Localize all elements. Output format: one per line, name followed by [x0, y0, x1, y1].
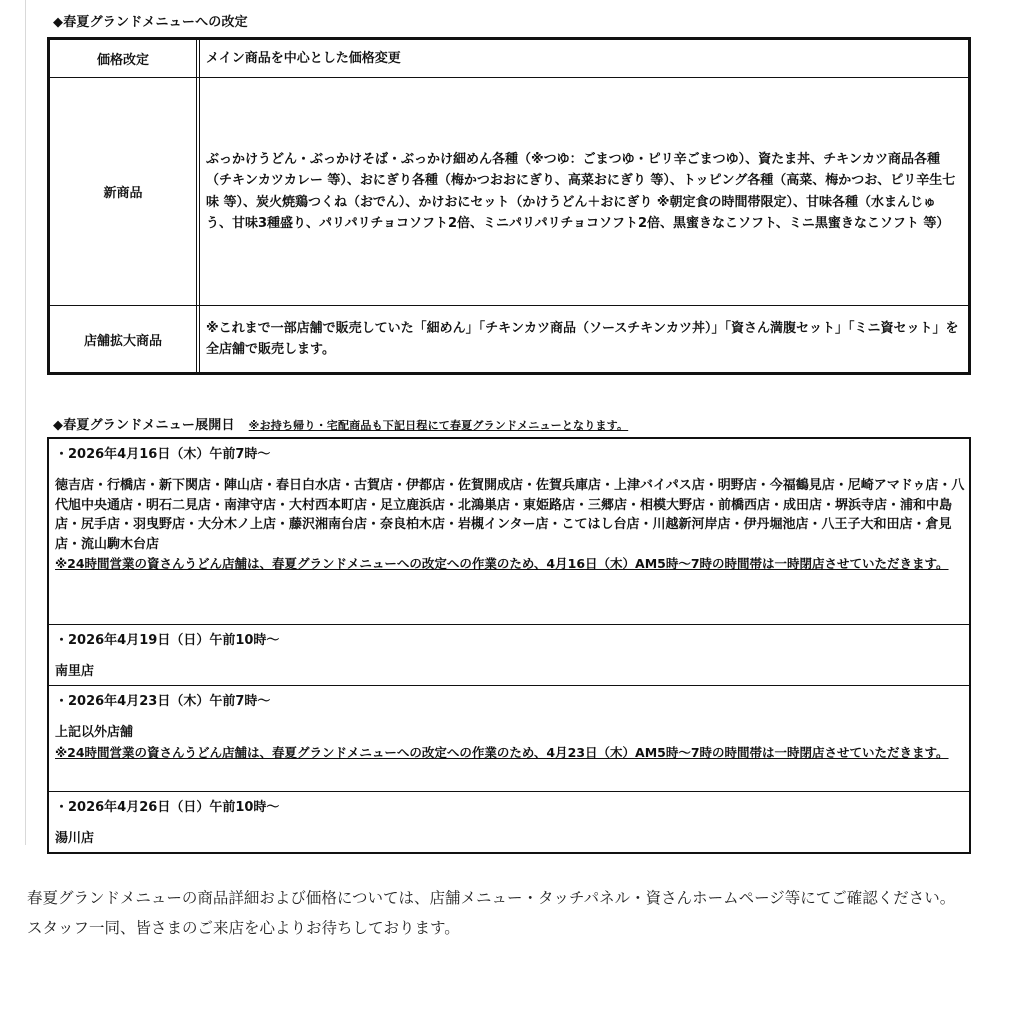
- launch-date: ・2026年4月19日（日）午前10時～: [55, 633, 280, 648]
- table-row: [50, 77, 968, 305]
- table-row: [50, 305, 968, 372]
- store-list: 上記以外店舗: [55, 725, 134, 740]
- table-row: [50, 40, 968, 77]
- closure-warning: ※24時間営業の資さんうどん店舗は、春夏グランドメニューへの改定への作業のため、4月16日（木）AM5時～7時の時間帯は一時閉店させていただきます。: [55, 556, 949, 571]
- launch-block: [49, 624, 969, 685]
- section2-title: ◆春夏グランドメニュー展開日: [53, 418, 235, 433]
- row-value: メイン商品を中心とした価格変更: [206, 50, 401, 66]
- section1-heading: ◆春夏グランドメニューへの改定: [53, 15, 248, 30]
- footer-text: [27, 883, 1002, 943]
- row-label: 新商品: [50, 78, 200, 305]
- launch-date: ・2026年4月23日（木）午前7時～: [55, 694, 271, 709]
- launch-block: [49, 685, 969, 791]
- left-divider: [25, 0, 26, 845]
- store-list: 南里店: [55, 664, 95, 679]
- store-list: 湯川店: [55, 831, 95, 846]
- row-label: 価格改定: [50, 40, 200, 77]
- launch-block: [49, 439, 969, 624]
- section2-heading: [53, 414, 628, 433]
- takeout-note: ※お持ち帰り・宅配商品も下記日程にて春夏グランドメニューとなります。: [248, 419, 629, 432]
- row-value: ぶっかけうどん・ぶっかけそば・ぶっかけ細めん各種（※つゆ：ごまつゆ・ピリ辛ごまつゆ）、資たま丼、チキンカツ商品各種（チキンカツカレー 等）、おにぎり各種（梅かつおおにぎり、高菜おにぎり 等）、トッピング各種（高菜、梅かつお、ピリ辛生七味 等）、炭火焼鶏つくね（おでん）、かけおにセット（かけうどん＋おにぎり ※朝定食の時間帯限定）、甘味各種（水まんじゅう、甘味3種盛り、パリパリチョコソフト2倍、ミニパリパリチョコソフト2倍、黒蜜きなこソフト、ミニ黒蜜きなこソフト 等）: [206, 151, 956, 231]
- footer-line: 春夏グランドメニューの商品詳細および価格については、店舗メニュー・タッチパネル・資さんホームページ等にてご確認ください。: [27, 889, 956, 907]
- store-list: 徳吉店・行橋店・新下関店・陣山店・春日白水店・古賀店・伊都店・佐賀開成店・佐賀兵庫店・上津バイパス店・明野店・今福鶴見店・尼崎アマドゥ店・八代旭中央通店・明石二見店・南津守店・大村西本町店・足立鹿浜店・北鴻巣店・東姫路店・三郷店・相模大野店・前橋西店・成田店・堺浜寺店・浦和中島店・尻手店・羽曳野店・大分木ノ上店・藤沢湘南台店・奈良柏木店・岩槻インター店・こてはし台店・川越新河岸店・伊丹堀池店・八王子大和田店・倉見店・流山駒木台店: [55, 478, 965, 552]
- menu-change-table: [47, 37, 971, 375]
- launch-date-table: [47, 437, 971, 854]
- closure-warning: ※24時間営業の資さんうどん店舗は、春夏グランドメニューへの改定への作業のため、4月23日（木）AM5時～7時の時間帯は一時閉店させていただきます。: [55, 744, 949, 760]
- footer-line: スタッフ一同、皆さまのご来店を心よりお待ちしております。: [27, 919, 460, 937]
- launch-date: ・2026年4月16日（木）午前7時～: [55, 447, 271, 462]
- launch-date: ・2026年4月26日（日）午前10時～: [55, 800, 280, 815]
- row-label: 店舗拡大商品: [50, 306, 200, 372]
- launch-block: [49, 791, 969, 852]
- row-value: ※これまで一部店舗で販売していた「細めん」「チキンカツ商品（ソースチキンカツ丼）」「資さん満腹セット」「ミニ資セット」を全店舗で販売します。: [206, 320, 959, 357]
